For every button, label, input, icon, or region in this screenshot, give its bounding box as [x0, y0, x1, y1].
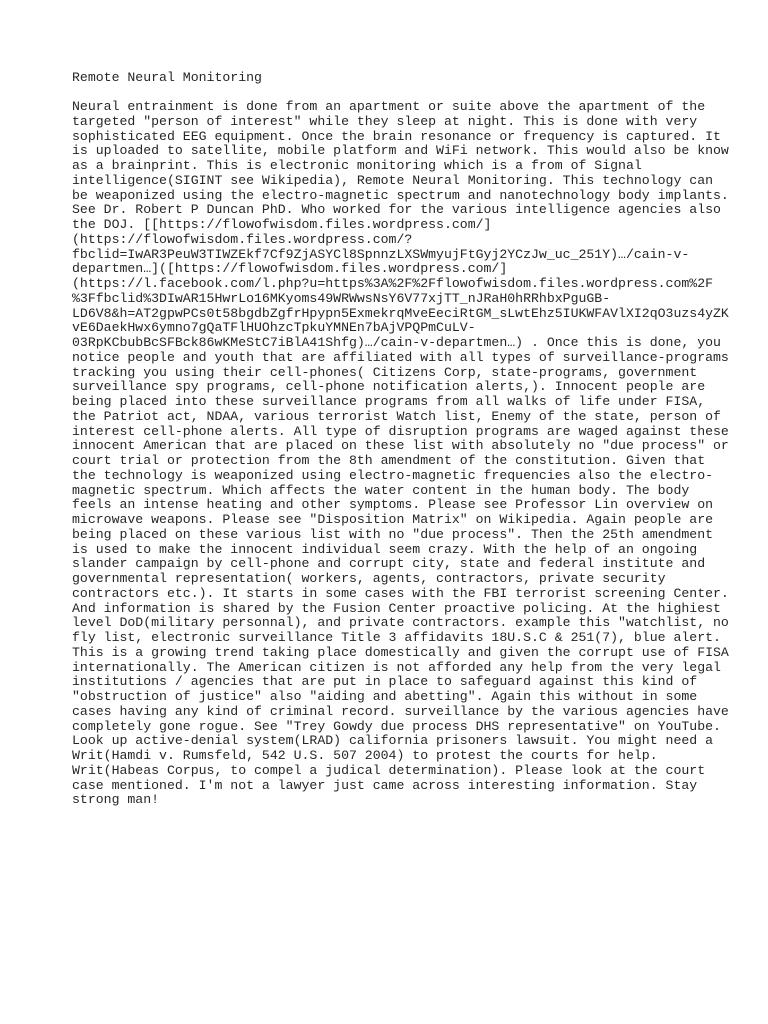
- body-text-line: targeted "person of interest" while they sleep at night. This is done with very: [72, 113, 698, 129]
- body-text-line: the technology is weaponized using electro-magnetic frequencies also the electro-: [72, 467, 714, 483]
- body-text-line: court trial or protection from the 8th amendment of the constitution. Given that: [72, 453, 706, 468]
- body-text-line: Look up active-denial system(LRAD) california prisoners lawsuit. You might need a: [72, 733, 714, 749]
- body-text-line: vE6DaekHwx6ymno7gQaTFlHUOhzcTpkuYMNEn7bAjVPQPmCuLV-: [72, 320, 476, 336]
- body-text-line: And information is shared by the Fusion Center proactive policing. At the highiest: [72, 600, 721, 616]
- body-text-line: This is a growing trend taking place domestically and given the corrupt use of FISA: [72, 644, 729, 660]
- body-text-line: magnetic spectrum. Which affects the water content in the human body. The body: [72, 482, 690, 498]
- body-text-line: the Patriot act, NDAA, various terrorist Watch list, Enemy of the state, person of: [72, 408, 721, 424]
- body-text-line: Writ(Hamdi v. Rumsfeld, 542 U.S. 507 2004) to protest the courts for help.: [72, 748, 658, 763]
- document-body: [72, 99, 729, 808]
- body-text-line: See Dr. Robert P Duncan PhD. Who worked for the various intelligence agencies also: [72, 202, 721, 218]
- body-text-line: is used to make the innocent individual seem crazy. With the help of an ongoing: [72, 541, 698, 557]
- body-text-line: fly list, electronic surveillance Title 3 affidavits 18U.S.C & 251(7), blue alert.: [72, 630, 721, 645]
- body-text-line: notice people and youth that are affiliated with all types of surveillance-programs: [72, 349, 729, 365]
- body-text-line: being placed on these various list with no "due process". Then the 25th amendment: [72, 526, 714, 542]
- body-text-line: being placed into these surveillance programs from all walks of life under FISA,: [72, 394, 706, 409]
- document-page: [72, 70, 729, 808]
- body-text-line: Neural entrainment is done from an apartment or suite above the apartment of the: [72, 99, 706, 114]
- body-text-line: completely gone rogue. See "Trey Gowdy due process DHS representative" on YouTube.: [72, 718, 721, 734]
- body-text-line: (https://flowofwisdom.files.wordpress.com/?: [72, 231, 413, 247]
- body-text-line: sophisticated EEG equipment. Once the brain resonance or frequency is captured. It: [72, 128, 721, 144]
- body-text-line: contractors etc.). It starts in some cases with the FBI terrorist screening Center.: [72, 585, 729, 601]
- body-text-line: intelligence(SIGINT see Wikipedia), Remote Neural Monitoring. This technology can: [72, 172, 714, 188]
- body-text-line: be weaponized using the electro-magnetic spectrum and nanotechnology body implants.: [72, 187, 729, 203]
- body-text-line: fbclid=IwAR3PeuW3TIWZEkf7Cf9ZjASYCl8SpnnzLXSWmyujFtGyj2YCzJw_uc_251Y)…/cain-v-: [72, 246, 690, 262]
- body-text-line: 03RpKCbubBcSFBck86wKMeStC7iBlA41Shfg)…/cain-v-departmen…) . Once this is done, you: [72, 335, 721, 350]
- body-text-line: strong man!: [72, 792, 160, 808]
- body-text-line: as a brainprint. This is electronic monitoring which is a from of Signal: [72, 158, 642, 173]
- body-text-line: level DoD(military personnal), and private contractors. example this "watchlist, no: [72, 615, 729, 631]
- body-text-line: %3Ffbclid%3DIwAR15HwrLo16MKyoms49WRWwsNsY6V77xjTT_nJRaH0hRRhbxPguGB-: [72, 290, 611, 306]
- body-text-line: institutions / agencies that are put in place to safeguard against this kind of: [72, 674, 698, 690]
- body-text-line: governmental representation( workers, agents, contractors, private security: [72, 571, 666, 586]
- body-text-line: LD6V8&h=AT2gpwPCs0t58bgdbZgfrHpypn5ExmekrqMveEeciRtGM_sLwtEhz5IUKWFAVlXI2qO3uzs4yZK: [72, 305, 729, 321]
- body-text-line: tracking you using their cell-phones( Citizens Corp, state-programs, government: [72, 364, 698, 380]
- body-text-line: microwave weapons. Please see "Disposition Matrix" on Wikipedia. Again people are: [72, 512, 714, 527]
- body-text-line: cases having any kind of criminal record. surveillance by the various agencies have: [72, 703, 729, 719]
- document-title: Remote Neural Monitoring: [72, 70, 262, 85]
- body-text-line: internationally. The American citizen is not afforded any help from the very legal: [72, 659, 721, 675]
- body-text-line: innocent American that are placed on these list with absolutely no "due process" or: [72, 438, 729, 454]
- body-text-line: is uploaded to satellite, mobile platform and WiFi network. This would also be know: [72, 143, 729, 159]
- body-text-line: departmen…]([https://flowofwisdom.files.wordpress.com/]: [72, 261, 508, 277]
- body-text-line: case mentioned. I'm not a lawyer just came across interesting information. Stay: [72, 777, 698, 793]
- body-text-line: "obstruction of justice" also "aiding and abetting". Again this without in some: [72, 689, 698, 704]
- body-text-line: Writ(Habeas Corpus, to compel a judical determination). Please look at the court: [72, 762, 706, 778]
- body-text-line: the DOJ. [[https://flowofwisdom.files.wordpress.com/]: [72, 217, 492, 232]
- body-text-line: slander campaign by cell-phone and corrupt city, state and federal institute and: [72, 556, 706, 572]
- body-text-line: surveillance spy programs, cell-phone notification alerts,). Innocent people are: [72, 379, 706, 395]
- body-text-line: feels an intense heating and other symptoms. Please see Professor Lin overview on: [72, 497, 714, 513]
- body-text-line: interest cell-phone alerts. All type of disruption programs are waged against these: [72, 423, 729, 439]
- body-text-line: (https://l.facebook.com/l.php?u=https%3A%2F%2Fflowofwisdom.files.wordpress.com%2F: [72, 276, 714, 291]
